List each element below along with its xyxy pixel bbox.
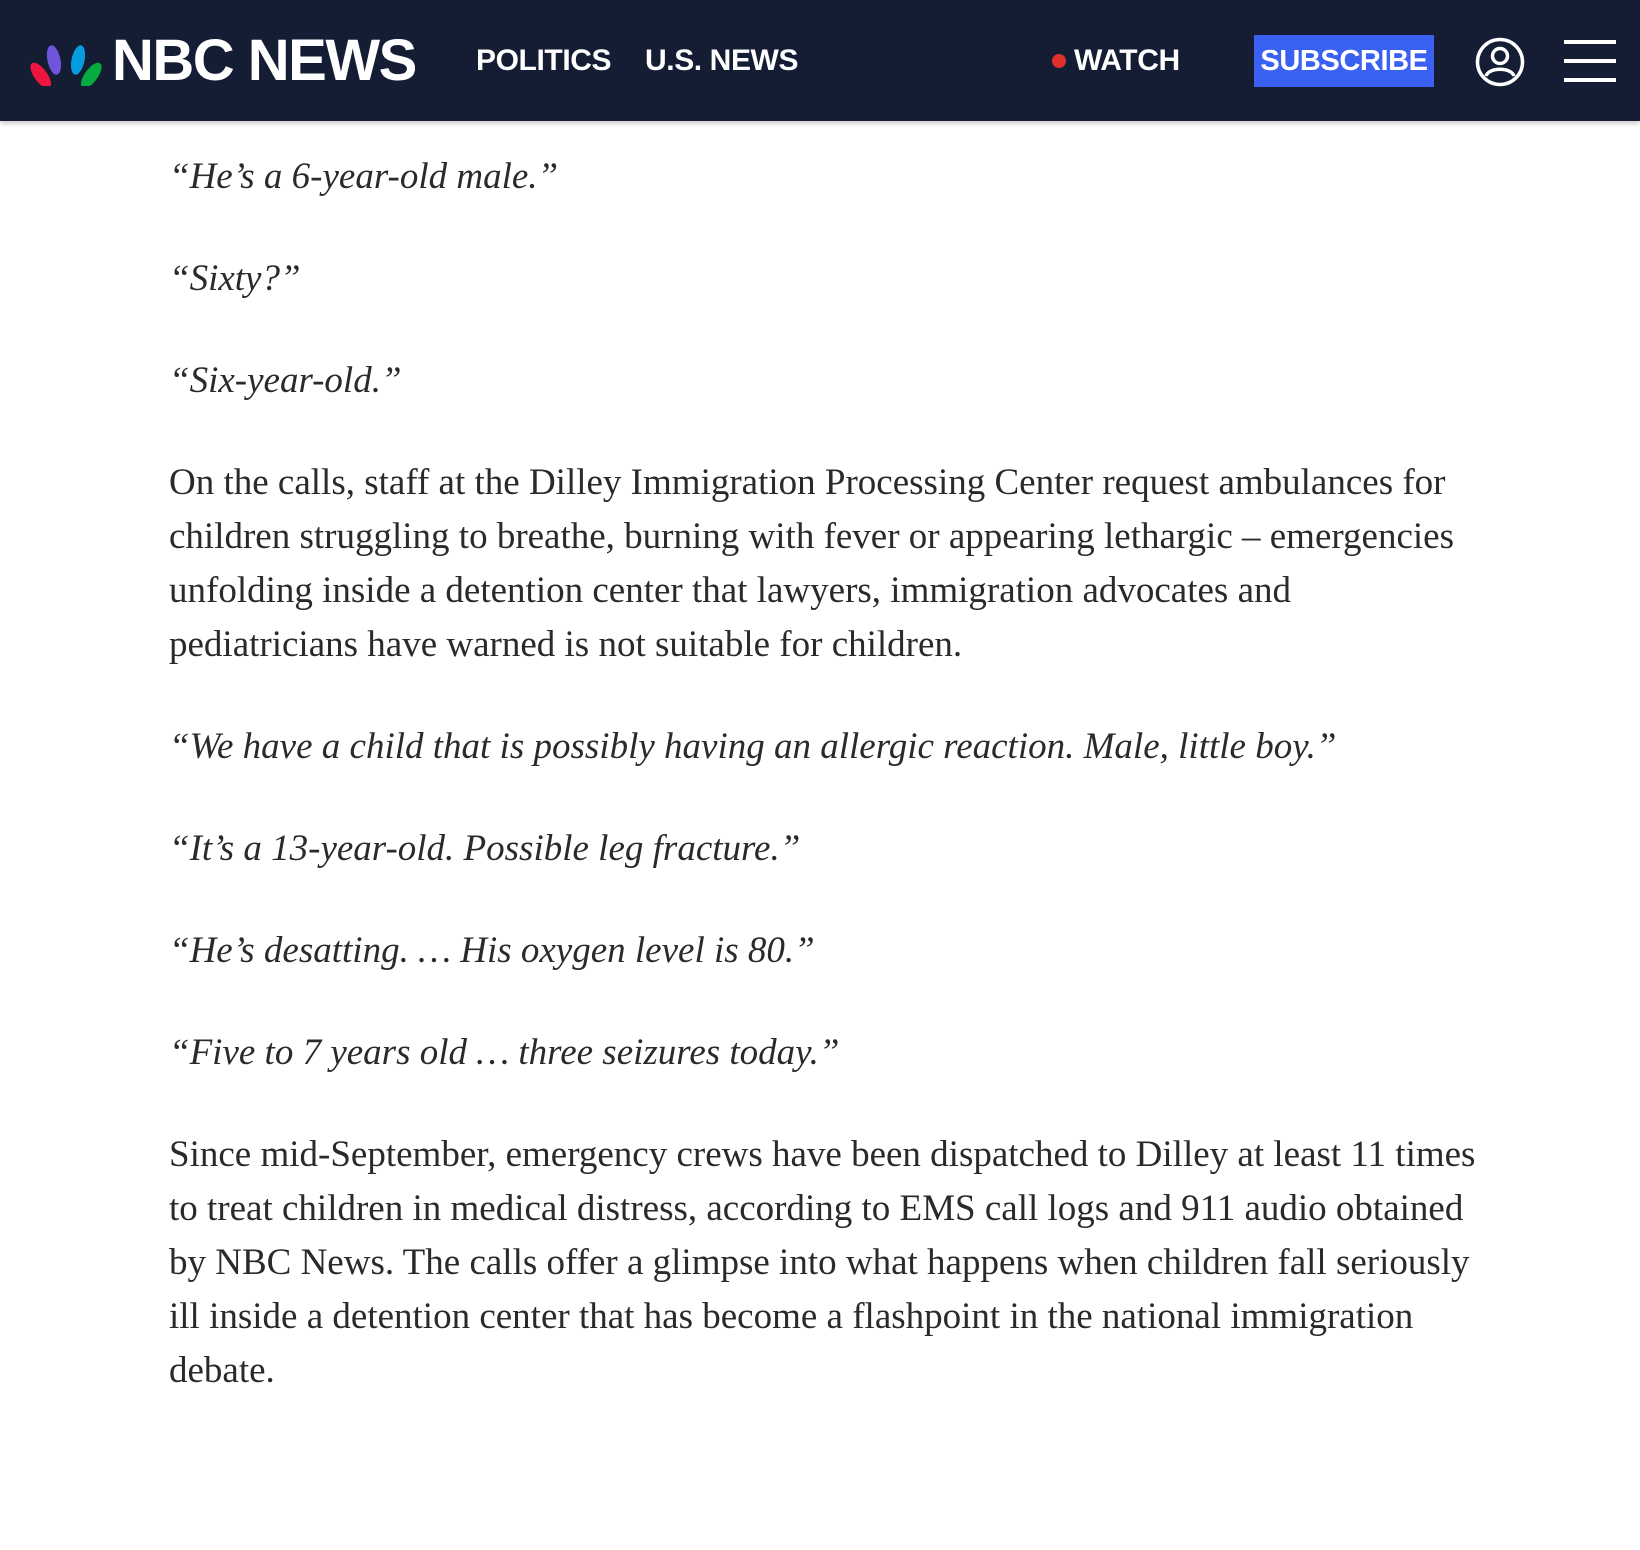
site-header xyxy=(0,0,1640,121)
paragraph-2: Since mid-September, emergency crews have been dispatched to Dilley at least 11 times to treat children in medical distress, according to EMS call logs and 911 audio obtained by NBC News. The calls offer a glimpse into what happens when children fall seriously ill inside a detention center that has become a flashpoint in the national immigration debate. xyxy=(169,1134,1476,1391)
quote-4: “We have a child that is possibly having an allergic reaction. Male, little boy.” xyxy=(169,726,1337,767)
quote-3: “Six-year-old.” xyxy=(169,360,402,401)
paragraph-1: On the calls, staff at the Dilley Immigration Processing Center request ambulances for children struggling to breathe, burning with fever or appearing lethargic – emergencies unfolding inside a detention center that lawyers, immigration advocates and pediatricians have warned is not suitable for children. xyxy=(169,462,1454,665)
quote-7: “Five to 7 years old … three seizures today.” xyxy=(169,1032,840,1073)
logo-text: NBC NEWS xyxy=(112,28,416,93)
nbc-news-logo[interactable] xyxy=(30,28,416,93)
account-icon[interactable] xyxy=(1475,37,1525,87)
peacock-logo-icon xyxy=(30,36,102,86)
quote-5: “It’s a 13-year-old. Possible leg fracture.” xyxy=(169,828,801,869)
quote-6: “He’s desatting. … His oxygen level is 80.” xyxy=(169,930,815,971)
nav-us-news[interactable]: U.S. NEWS xyxy=(645,44,799,77)
article-body xyxy=(169,150,1489,1446)
nav-politics[interactable]: POLITICS xyxy=(476,44,612,77)
watch-label: WATCH xyxy=(1074,44,1180,77)
watch-link[interactable] xyxy=(1052,43,1180,79)
quote-1: “He’s a 6-year-old male.” xyxy=(169,156,559,197)
live-dot-icon xyxy=(1052,54,1066,68)
quote-2: “Sixty?” xyxy=(169,258,301,299)
hamburger-menu-icon[interactable] xyxy=(1564,38,1616,84)
subscribe-button[interactable]: SUBSCRIBE xyxy=(1254,35,1434,87)
